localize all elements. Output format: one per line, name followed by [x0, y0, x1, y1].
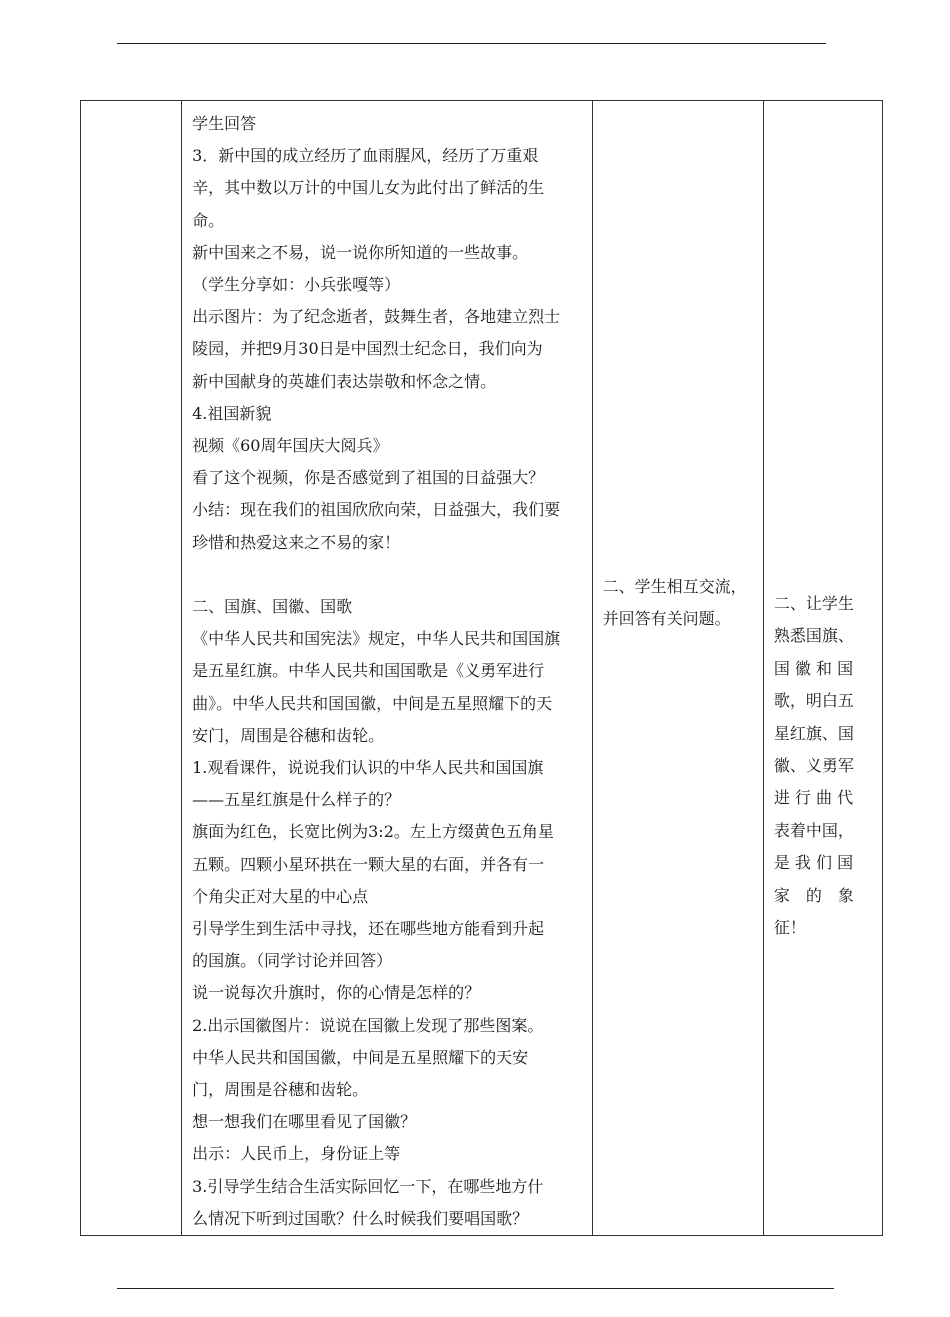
text-line: 新中国献身的英雄们表达崇敬和怀念之情。 — [192, 371, 497, 391]
teacher-activity-text — [182, 101, 592, 1235]
text-line: 表着中国， — [773, 820, 854, 840]
text-line: 新中国来之不易，说一说你所知道的一些故事。 — [192, 242, 529, 262]
text-line: 3.引导学生结合生活实际回忆一下，在哪些地方什 — [192, 1176, 544, 1196]
text-line: 珍惜和热爱这来之不易的家！ — [192, 532, 401, 552]
text-line: 是五星红旗。中华人民共和国国歌是《义勇军进行 — [192, 661, 545, 681]
text-line: 家 的 象 — [773, 885, 854, 905]
text-line: 曲》。中华人民共和国国徽，中间是五星照耀下的天 — [192, 693, 553, 713]
text-line: 进 行 曲 代 — [773, 788, 854, 808]
text-line: 4.祖国新貌 — [192, 403, 272, 423]
text-line: 门，周围是谷穗和齿轮。 — [192, 1080, 369, 1100]
lesson-plan-table — [80, 100, 883, 1236]
text-line: 中华人民共和国国徽，中间是五星照耀下的天安 — [192, 1047, 529, 1067]
footer-rule — [117, 1288, 834, 1289]
text-line: 五颗。四颗小星环拱在一颗大星的右面，并各有一 — [192, 854, 545, 874]
text-line: 《中华人民共和国宪法》规定，中华人民共和国国旗 — [192, 629, 561, 649]
text-line: 命。 — [192, 210, 225, 230]
text-line: 3．新中国的成立经历了血雨腥风，经历了万重艰 — [192, 146, 539, 166]
text-line: 是 我 们 国 — [773, 853, 854, 873]
text-line: 二、学生相互交流， — [602, 577, 747, 596]
text-line: 二、国旗、国徽、国歌 — [192, 597, 353, 617]
text-line: 看了这个视频，你是否感觉到了祖国的日益强大？ — [192, 468, 545, 488]
student-activity-text — [593, 101, 763, 635]
text-line: （学生分享如：小兵张嘎等） — [192, 275, 401, 295]
text-line: 并回答有关问题。 — [602, 609, 731, 628]
text-line: 星红旗、国 — [773, 723, 854, 743]
text-line: ——五星红旗是什么样子的？ — [192, 790, 401, 810]
text-line: 视频《60周年国庆大阅兵》 — [192, 436, 389, 456]
stage-cell — [81, 101, 182, 1236]
text-line: 2.出示国徽图片：说说在国徽上发现了那些图案。 — [192, 1015, 544, 1035]
header-rule — [117, 43, 826, 44]
text-line: 熟悉国旗、 — [773, 626, 854, 646]
text-line: 二、让学生 — [773, 594, 854, 613]
text-line: 说一说每次升旗时，你的心情是怎样的？ — [192, 983, 481, 1003]
text-line: 想一想我们在哪里看见了国徽？ — [192, 1112, 417, 1132]
text-line: 的国旗。（同学讨论并回答） — [192, 951, 393, 971]
design-intent-cell — [763, 101, 882, 1236]
student-activity-cell — [592, 101, 763, 1236]
text-line: 国 徽 和 国 — [773, 658, 854, 678]
text-line: 旗面为红色，长宽比例为3:2。左上方缀黄色五角星 — [192, 822, 554, 842]
text-line: 个角尖正对大星的中心点 — [192, 886, 369, 906]
teacher-activity-cell — [182, 101, 593, 1236]
text-line: 么情况下听到过国歌？什么时候我们要唱国歌？ — [192, 1208, 529, 1228]
text-line: 征！ — [773, 918, 806, 938]
text-line: 小结：现在我们的祖国欣欣向荣，日益强大，我们要 — [192, 500, 561, 520]
text-line — [192, 559, 584, 591]
design-intent-text — [764, 101, 882, 944]
text-line: 陵园，并把9月30日是中国烈士纪念日，我们向为 — [192, 339, 543, 359]
text-line: 安门，周围是谷穗和齿轮。 — [192, 725, 385, 745]
text-line: 学生回答 — [192, 114, 257, 133]
text-line: 徽、义勇军 — [773, 756, 854, 776]
text-line: 引导学生到生活中寻找，还在哪些地方能看到升起 — [192, 919, 545, 939]
text-line: 出示：人民币上，身份证上等 — [192, 1144, 401, 1164]
text-line: 辛，其中数以万计的中国儿女为此付出了鲜活的生 — [192, 178, 545, 198]
text-line: 出示图片：为了纪念逝者，鼓舞生者，各地建立烈士 — [192, 307, 561, 327]
text-line: 歌，明白五 — [773, 691, 854, 711]
text-line: 1.观看课件，说说我们认识的中华人民共和国国旗 — [192, 758, 544, 778]
table-row — [81, 101, 883, 1236]
